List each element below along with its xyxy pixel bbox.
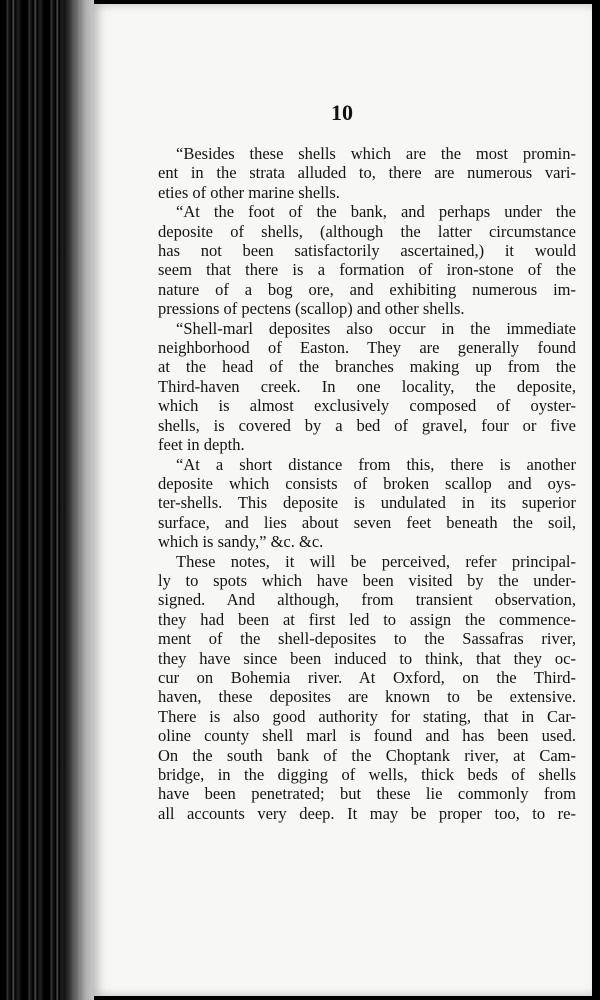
text-line: seem that there is a formation of iron-stone of the	[158, 260, 576, 280]
text-line: has not been satisfactorily ascertained,) it would	[158, 241, 576, 261]
text-line: deposite which consists of broken scallop and oys-	[158, 473, 576, 493]
text-line: pressions of pectens (scallop) and other shells.	[158, 299, 465, 319]
right-page-edge	[592, 0, 600, 1000]
text-line: which is almost exclusively composed of oyster-	[158, 396, 576, 416]
text-line: shells, is covered by a bed of gravel, four or five	[158, 415, 576, 435]
text-line: Third-haven creek. In one locality, the deposite,	[158, 376, 576, 396]
page-number: 10	[331, 100, 353, 125]
text-line: all accounts very deep. It may be proper too, to re-	[158, 803, 576, 823]
text-line: surface, and lies about seven feet beneath the soil,	[158, 512, 576, 532]
text-line: deposite of shells, (although the latter circumstance	[158, 221, 576, 241]
text-line: bridge, in the digging of wells, thick beds of shells	[158, 765, 576, 784]
text-line: ment of the shell-deposites to the Sassafras river,	[158, 629, 576, 649]
text-line: “At the foot of the bank, and perhaps under the	[176, 202, 576, 222]
text-line: “At a short distance from this, there is another	[176, 454, 576, 474]
text-line: eties of other marine shells.	[158, 182, 340, 202]
gutter-shadow	[64, 0, 94, 1000]
book-page	[92, 4, 592, 996]
text-line: nature of a bog ore, and exhibiting numerous im-	[158, 279, 576, 299]
text-line: have been penetrated; but these lie commonly from	[158, 784, 576, 804]
text-line: at the head of the branches making up from the	[158, 357, 576, 377]
text-line: they have since been induced to think, that they oc-	[158, 648, 576, 668]
text-line: neighborhood of Easton. They are generally found	[158, 338, 576, 358]
text-line: ent in the strata alluded to, there are numerous vari-	[158, 163, 576, 183]
text-line: These notes, it will be perceived, refer principal-	[176, 551, 576, 571]
text-line: haven, these deposites are known to be extensive.	[158, 687, 576, 707]
text-line: There is also good authority for stating, that in Car-	[158, 706, 576, 726]
text-line: ter-shells. This deposite is undulated in its superior	[158, 493, 576, 513]
text-line: feet in depth.	[158, 435, 245, 455]
text-line: oline county shell marl is found and has been used.	[158, 726, 576, 746]
text-line: which is sandy,” &c. &c.	[158, 532, 324, 552]
text-line: “Shell-marl deposites also occur in the immediate	[176, 318, 576, 338]
text-line: “Besides these shells which are the most promin-	[176, 144, 576, 163]
text-line: signed. And although, from transient observation,	[158, 590, 576, 610]
text-line: ly to spots which have been visited by the under-	[158, 570, 576, 590]
text-line: they had been at first led to assign the commence-	[158, 609, 576, 629]
text-line: On the south bank of the Choptank river, at Cam-	[158, 745, 576, 765]
body-text	[158, 144, 576, 823]
text-line: cur on Bohemia river. At Oxford, on the Third-	[158, 667, 576, 687]
